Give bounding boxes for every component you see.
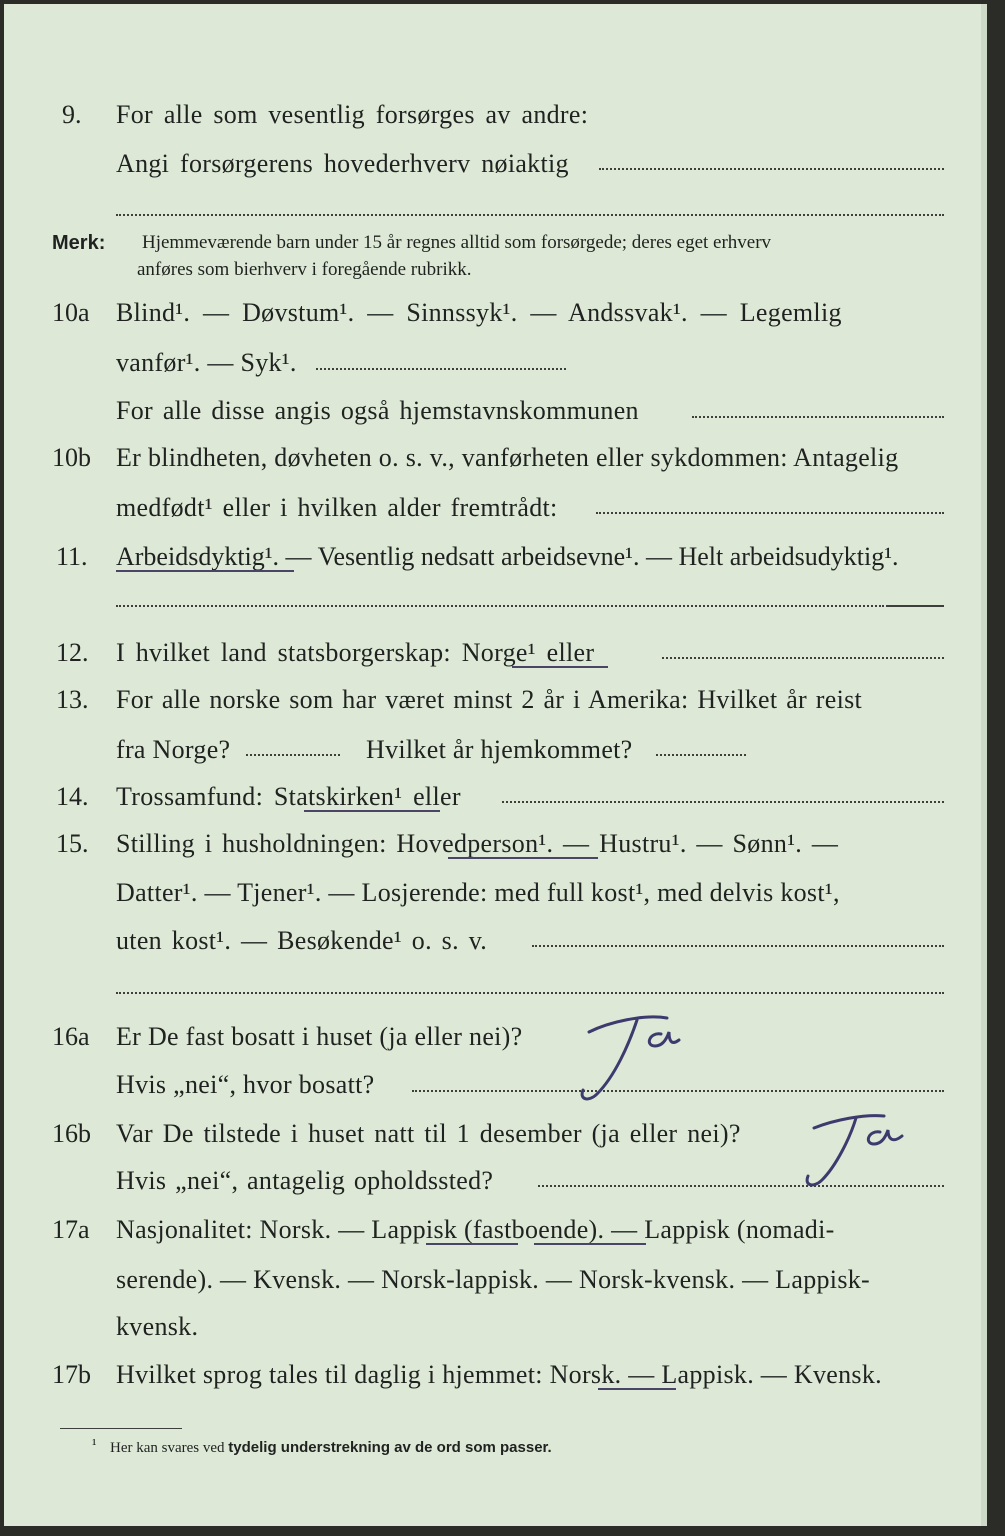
q11-number: 11. xyxy=(56,542,88,571)
footnote-bold: tydelig understrekning av de ord som passer. xyxy=(228,1439,552,1456)
q17b-line1: Hvilket sprog tales til daglig i hjemmet: Norsk. — Lappisk. — Kvensk. xyxy=(116,1360,882,1389)
q15-number: 15. xyxy=(56,829,89,858)
footnote-text xyxy=(110,1440,552,1456)
footnote-mark: ¹ xyxy=(92,1437,97,1453)
q15-line3: uten kost¹. — Besøkende¹ o. s. v. xyxy=(116,926,488,955)
q13-hjemkommet-line xyxy=(656,754,746,756)
q9-number: 9. xyxy=(62,100,82,129)
q10b-number: 10b xyxy=(52,443,91,472)
q15-line1: Stilling i husholdningen: Hovedperson¹. — Hustru¹. — Sønn¹. — xyxy=(116,829,839,858)
q13-reist-line xyxy=(246,754,340,756)
q10a-line2: vanfør¹. — Syk¹. xyxy=(116,348,297,377)
q15-answer-line xyxy=(532,945,944,947)
q16a-number: 16a xyxy=(52,1022,90,1051)
q10a-line1: Blind¹. — Døvstum¹. — Sinnssyk¹. — Andssvak¹. — Legemlig xyxy=(116,298,842,327)
q10a-syk-line xyxy=(316,368,566,370)
q11-line1: Arbeidsdyktig¹. — Vesentlig nedsatt arbeidsevne¹. — Helt arbeidsudyktig¹. xyxy=(116,542,899,571)
q16a-line1: Er De fast bosatt i huset (ja eller nei)? xyxy=(116,1022,523,1051)
q17b-underline-norsk xyxy=(598,1388,676,1390)
q17a-line3: kvensk. xyxy=(116,1312,199,1341)
q14-underline-statskirken xyxy=(304,810,440,812)
q12-number: 12. xyxy=(56,638,89,667)
q13-line2b: Hvilket år hjemkommet? xyxy=(366,735,633,764)
q9-line2: Angi forsørgerens hovederhverv nøiaktig xyxy=(116,149,569,178)
q12-underline-norge xyxy=(512,666,608,668)
q10a-line3: For alle disse angis også hjemstavnskommunen xyxy=(116,396,639,425)
merk-line2: anføres som bierhverv i foregående rubrikk. xyxy=(137,259,472,280)
census-form-page xyxy=(4,4,987,1526)
q14-number: 14. xyxy=(56,782,89,811)
q17a-underline-fastboende xyxy=(534,1243,646,1245)
q16b-line1: Var De tilstede i huset natt til 1 desember (ja eller nei)? xyxy=(116,1119,741,1148)
q15-line2: Datter¹. — Tjener¹. — Losjerende: med full kost¹, med delvis kost¹, xyxy=(116,878,840,907)
q13-number: 13. xyxy=(56,685,89,714)
q10b-answer-line xyxy=(596,512,944,514)
q16a-line2: Hvis „nei“, hvor bosatt? xyxy=(116,1070,375,1099)
q15-extra-line xyxy=(116,992,944,994)
q17a-line2: serende). — Kvensk. — Norsk-lappisk. — Norsk-kvensk. — Lappisk- xyxy=(116,1265,870,1294)
q10a-kommune-line xyxy=(692,416,944,418)
q17a-number: 17a xyxy=(52,1215,90,1244)
q10b-line2: medfødt¹ eller i hvilken alder fremtrådt: xyxy=(116,493,558,522)
footnote-separator xyxy=(60,1428,182,1429)
q14-line1: Trossamfund: Statskirken¹ eller xyxy=(116,782,461,811)
q16b-line2: Hvis „nei“, antagelig opholdssted? xyxy=(116,1166,494,1195)
q11-underline-arbeidsdyktig xyxy=(116,570,294,572)
q17b-number: 17b xyxy=(52,1360,91,1389)
q9-answer-line xyxy=(599,168,944,170)
q11-extra-line xyxy=(116,605,884,607)
q11-extra-rule xyxy=(886,605,944,607)
q15-underline-hovedperson xyxy=(448,857,598,859)
q10a-number: 10a xyxy=(52,298,90,327)
q16b-number: 16b xyxy=(52,1119,91,1148)
merk-line1: Hjemmeværende barn under 15 år regnes alltid som forsørgede; deres eget erhverv xyxy=(142,232,772,253)
footnote-plain: Her kan svares ved xyxy=(110,1440,225,1456)
q16b-answer-handwriting xyxy=(764,1102,924,1202)
q14-answer-line xyxy=(502,801,944,803)
q13-line1: For alle norske som har været minst 2 år i Amerika: Hvilket år reist xyxy=(116,685,863,714)
q17a-line1: Nasjonalitet: Norsk. — Lappisk (fastboende). — Lappisk (nomadi- xyxy=(116,1215,835,1244)
merk-label: Merk: xyxy=(52,232,106,254)
q9-line1: For alle som vesentlig forsørges av andre: xyxy=(116,100,589,129)
q16a-answer-handwriting xyxy=(549,1004,699,1114)
q9-extra-line xyxy=(116,214,944,216)
q12-answer-line xyxy=(662,657,944,659)
q13-line2a: fra Norge? xyxy=(116,735,231,764)
q12-line1: I hvilket land statsborgerskap: Norge¹ eller xyxy=(116,638,595,667)
q17a-underline-lappisk xyxy=(426,1243,518,1245)
q10b-line1: Er blindheten, døvheten o. s. v., vanførheten eller sykdommen: Antagelig xyxy=(116,443,899,472)
